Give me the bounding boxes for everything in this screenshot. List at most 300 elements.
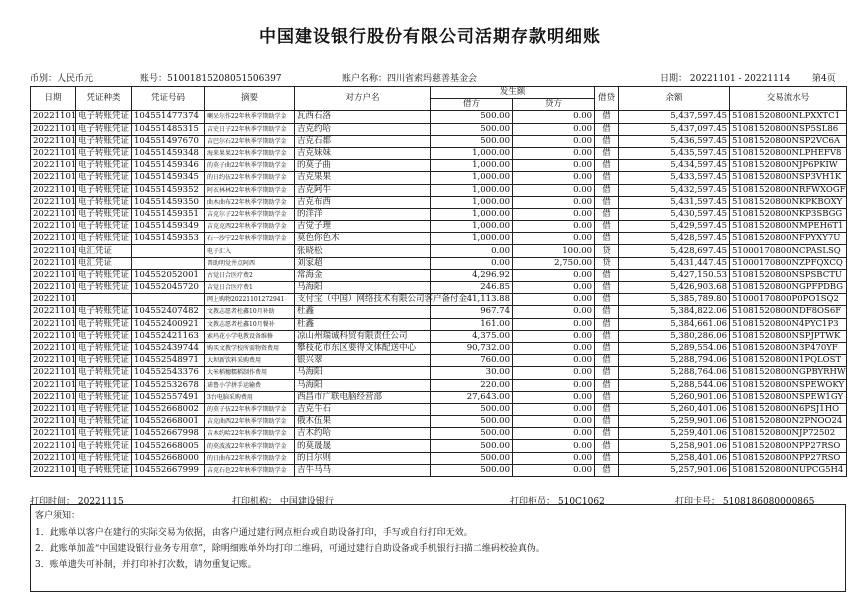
cell-voucher-no: 104551477374 (132, 111, 205, 123)
cell-voucher-no: 104551459351 (132, 208, 205, 220)
cell-voucher-type: 电子转账凭证 (76, 342, 132, 354)
cell-summary: 电子汇入 (205, 245, 295, 257)
cell-date: 20221101 (31, 196, 76, 208)
cell-summary: 吉克曲西22年秋季学期助学金 (205, 416, 295, 428)
cell-counterparty: 吉牛马马 (295, 464, 431, 476)
print-card: 打印卡号： 5108186080000865 (675, 497, 815, 507)
cell-counterparty: 银兴翠 (295, 355, 431, 367)
cell-date: 20221101 (31, 221, 76, 233)
cell-voucher-no: 104551459353 (132, 233, 205, 245)
page-number: 第4页 (812, 74, 836, 84)
cell-date: 20221101 (31, 367, 76, 379)
note-3: 3．账单遗失可补制，并打印补打次数，请勿重复记账。 (35, 560, 257, 570)
cell-counterparty: 吉克牛石 (295, 403, 431, 415)
cell-balance: 5,257,901.06 (619, 464, 730, 476)
cell-debit: 27,643.00 (431, 391, 513, 403)
cell-balance: 5,260,901.06 (619, 391, 730, 403)
cell-dc: 借 (595, 318, 619, 330)
cell-credit: 0.00 (513, 208, 595, 220)
cell-serial: 51081520800NKPKBOXY (730, 196, 847, 208)
cell-balance: 5,288,794.06 (619, 355, 730, 367)
cell-summary: 的莫子伍22年秋季学期助学金 (205, 403, 295, 415)
cell-credit: 0.00 (513, 221, 595, 233)
table-row (31, 269, 847, 281)
cell-serial: 51081520800NSP2VC6A (730, 135, 847, 147)
cell-balance: 5,259,401.06 (619, 428, 730, 440)
header-dc: 借贷 (595, 87, 619, 111)
cell-serial: 51081520800NLPHEFV8 (730, 147, 847, 159)
cell-counterparty: 吉克约哈 (295, 123, 431, 135)
cell-dc: 借 (595, 282, 619, 294)
cell-date: 20221101 (31, 123, 76, 135)
cell-debit: 500.00 (431, 123, 513, 135)
cell-serial: 51081520800NDF8OS6F (730, 306, 847, 318)
cell-date: 20221101 (31, 416, 76, 428)
cell-dc: 借 (595, 330, 619, 342)
cell-summary: 吉巴尔石22年秋季学期助学金 (205, 135, 295, 147)
cell-dc: 借 (595, 294, 619, 306)
table-row (31, 391, 847, 403)
cell-date: 20221101 (31, 135, 76, 147)
statement-table (30, 86, 847, 477)
cell-credit: 0.00 (513, 367, 595, 379)
cell-summary: 3台电脑采购费用 (205, 391, 295, 403)
cell-voucher-no: 104552532678 (132, 379, 205, 391)
header-debit: 借方 (431, 99, 513, 111)
cell-voucher-no: 104552400921 (132, 318, 205, 330)
cell-credit: 0.00 (513, 111, 595, 123)
cell-counterparty: 莫色你色木 (295, 233, 431, 245)
cell-debit: 161.00 (431, 318, 513, 330)
cell-counterparty: 马海阳 (295, 379, 431, 391)
cell-credit: 0.00 (513, 428, 595, 440)
table-row (31, 416, 847, 428)
cell-voucher-no: 104551459352 (132, 184, 205, 196)
cell-balance: 5,431,447.45 (619, 257, 730, 269)
table-row (31, 172, 847, 184)
header-date: 日期 (31, 87, 76, 111)
cell-date: 20221101 (31, 342, 76, 354)
cell-voucher-type: 电子转账凭证 (76, 452, 132, 464)
table-row (31, 306, 847, 318)
cell-balance: 5,426,903.68 (619, 282, 730, 294)
cell-voucher-no (132, 245, 205, 257)
cell-credit: 0.00 (513, 123, 595, 135)
cell-credit: 0.00 (513, 440, 595, 452)
cell-balance: 5,288,764.06 (619, 367, 730, 379)
cell-balance: 5,430,597.45 (619, 208, 730, 220)
cell-dc: 借 (595, 160, 619, 172)
cell-balance: 5,289,554.06 (619, 342, 730, 354)
cell-summary: 吉克尔子22年秋季学期助学金 (205, 208, 295, 220)
cell-debit: 1,000.00 (431, 233, 513, 245)
cell-summary: 石一沙宁22年秋季学期助学金 (205, 233, 295, 245)
cell-summary: 喇呆尔作22年秋季学期助学金 (205, 111, 295, 123)
cell-balance: 5,428,597.45 (619, 233, 730, 245)
cell-credit: 0.00 (513, 464, 595, 476)
cell-date: 20221101 (31, 233, 76, 245)
cell-dc: 借 (595, 269, 619, 281)
cell-dc: 借 (595, 355, 619, 367)
cell-voucher-no: 104552439744 (132, 342, 205, 354)
cell-voucher-no (132, 257, 205, 269)
cell-serial: 51081520800NMPEH6T1 (730, 221, 847, 233)
cell-voucher-type: 电子转账凭证 (76, 196, 132, 208)
cell-counterparty: 杜鑫 (295, 306, 431, 318)
cell-credit: 2,750.00 (513, 257, 595, 269)
table-row (31, 294, 847, 306)
cell-serial: 51081520800NPP27RSO (730, 440, 847, 452)
cell-voucher-type (76, 294, 132, 306)
table-row (31, 147, 847, 159)
cell-credit: 100.00 (513, 245, 595, 257)
table-row (31, 355, 847, 367)
cell-dc: 借 (595, 452, 619, 464)
cell-balance: 5,437,597.45 (619, 111, 730, 123)
cell-voucher-no: 104552052001 (132, 269, 205, 281)
cell-voucher-type: 电子转账凭证 (76, 147, 132, 159)
cell-summary: 吉木约哈22年秋季学期助学金 (205, 428, 295, 440)
cell-voucher-no: 104551459348 (132, 147, 205, 159)
account-number: 账号：51001815208051506397 (140, 74, 282, 84)
cell-dc: 借 (595, 342, 619, 354)
cell-date: 20221101 (31, 403, 76, 415)
cell-balance: 5,259,901.06 (619, 416, 730, 428)
cell-dc: 借 (595, 440, 619, 452)
cell-dc: 借 (595, 391, 619, 403)
cell-balance: 5,429,597.45 (619, 221, 730, 233)
cell-counterparty: 瓦西石洛 (295, 111, 431, 123)
cell-counterparty: 杜鑫 (295, 318, 431, 330)
cell-serial: 51000170800NCPASLSQ (730, 245, 847, 257)
cell-credit: 0.00 (513, 294, 595, 306)
cell-counterparty: 凉山州瑞诚科贸有限责任公司 (295, 330, 431, 342)
statement-table-wrap (30, 86, 846, 477)
cell-dc: 借 (595, 306, 619, 318)
cell-debit: 500.00 (431, 111, 513, 123)
cell-dc: 借 (595, 379, 619, 391)
header-summary: 摘要 (205, 87, 295, 111)
cell-summary: 大米稻穗糯稻制作费用 (205, 367, 295, 379)
cell-counterparty: 张晓松 (295, 245, 431, 257)
table-row (31, 440, 847, 452)
cell-dc: 借 (595, 221, 619, 233)
cell-summary: 吉克石色22年秋季学期助学金 (205, 464, 295, 476)
cell-debit: 41,113.88 (431, 294, 513, 306)
cell-date: 20221101 (31, 355, 76, 367)
print-time: 打印时间： 20221115 (30, 497, 124, 507)
cell-serial: 51081520800NJP6PKIW (730, 160, 847, 172)
table-row (31, 367, 847, 379)
cell-voucher-type: 电子转账凭证 (76, 416, 132, 428)
cell-voucher-type: 电子转账凭证 (76, 233, 132, 245)
currency-label: 币别：人民币元 (30, 74, 94, 84)
note-1: 1．此账单以客户在建行的实际交易为依据，由客户通过建行网点柜台或自助设备打印，手写或自行打印无效。 (35, 528, 473, 538)
cell-voucher-no: 104552668000 (132, 452, 205, 464)
cell-voucher-type: 电子转账凭证 (76, 367, 132, 379)
cell-voucher-type: 电子转账凭证 (76, 123, 132, 135)
cell-voucher-no: 104551459345 (132, 172, 205, 184)
cell-voucher-no: 104552668002 (132, 403, 205, 415)
cell-date: 20221101 (31, 428, 76, 440)
table-row (31, 282, 847, 294)
table-row (31, 123, 847, 135)
cell-debit: 500.00 (431, 440, 513, 452)
notes-heading: 客户须知： (35, 511, 81, 521)
cell-serial: 51081520800NGPBYRHW (730, 367, 847, 379)
cell-summary: 大坝新饮料采购费用 (205, 355, 295, 367)
cell-summary: 网上购物20221101272941 (205, 294, 295, 306)
cell-voucher-no: 104552421163 (132, 330, 205, 342)
cell-dc: 借 (595, 464, 619, 476)
cell-serial: 51081520800NFPYXY7U (730, 233, 847, 245)
table-row (31, 464, 847, 476)
cell-debit: 760.00 (431, 355, 513, 367)
cell-counterparty: 支付宝（中国）网络技术有限公司客户备付金 (295, 294, 431, 306)
cell-dc: 借 (595, 184, 619, 196)
cell-date: 20221101 (31, 245, 76, 257)
cell-counterparty: 俄木伍果 (295, 416, 431, 428)
table-row (31, 318, 847, 330)
cell-dc: 借 (595, 403, 619, 415)
cell-balance: 5,260,401.06 (619, 403, 730, 415)
cell-voucher-no: 104552667998 (132, 428, 205, 440)
cell-serial: 51081520800N3P470YF (730, 342, 847, 354)
cell-serial: 51081520800NJP72502 (730, 428, 847, 440)
cell-voucher-no: 104551459349 (132, 221, 205, 233)
cell-serial: 51000170800P0PO1SQ2 (730, 294, 847, 306)
cell-balance: 5,258,901.06 (619, 440, 730, 452)
cell-serial: 51081520800NSPEW1GY (730, 391, 847, 403)
cell-credit: 0.00 (513, 452, 595, 464)
cell-credit: 0.00 (513, 269, 595, 281)
cell-summary: 的日约伍22年秋季学期助学金 (205, 172, 295, 184)
cell-debit: 1,000.00 (431, 221, 513, 233)
table-row (31, 330, 847, 342)
cell-debit: 500.00 (431, 416, 513, 428)
cell-summary: 购买文教学校所需物资费用 (205, 342, 295, 354)
cell-counterparty: 马海阳 (295, 367, 431, 379)
cell-date: 20221101 (31, 160, 76, 172)
cell-counterparty: 的日尔则 (295, 452, 431, 464)
header-voucher-no: 凭证号码 (132, 87, 205, 111)
cell-date: 20221101 (31, 111, 76, 123)
header-balance: 余额 (619, 87, 730, 111)
cell-summary: 海来果果22年秋季学期助学金 (205, 147, 295, 159)
cell-date: 20221101 (31, 391, 76, 403)
cell-voucher-no: 104552548971 (132, 355, 205, 367)
cell-voucher-type: 电子转账凭证 (76, 330, 132, 342)
cell-date: 20221101 (31, 294, 76, 306)
cell-balance: 5,435,597.45 (619, 147, 730, 159)
table-row (31, 208, 847, 220)
cell-voucher-no: 104551485315 (132, 123, 205, 135)
cell-credit: 0.00 (513, 160, 595, 172)
header-credit: 贷方 (513, 99, 595, 111)
cell-debit: 1,000.00 (431, 184, 513, 196)
cell-voucher-no: 104551497670 (132, 135, 205, 147)
cell-debit: 500.00 (431, 403, 513, 415)
cell-debit: 1,000.00 (431, 172, 513, 184)
cell-voucher-type: 电汇凭证 (76, 245, 132, 257)
cell-dc: 借 (595, 208, 619, 220)
cell-voucher-type: 电子转账凭证 (76, 208, 132, 220)
cell-serial: 51081520800NSPJPTWK (730, 330, 847, 342)
cell-counterparty: 吉觉子理 (295, 221, 431, 233)
cell-balance: 5,385,789.80 (619, 294, 730, 306)
table-row (31, 342, 847, 354)
page-title: 中国建设银行股份有限公司活期存款明细账 (259, 27, 601, 47)
cell-debit: 500.00 (431, 464, 513, 476)
cell-voucher-no: 104552557491 (132, 391, 205, 403)
cell-date: 20221101 (31, 257, 76, 269)
cell-balance: 5,258,401.06 (619, 452, 730, 464)
cell-balance: 5,434,597.45 (619, 160, 730, 172)
cell-balance: 5,288,544.06 (619, 379, 730, 391)
cell-dc: 贷 (595, 257, 619, 269)
cell-voucher-no: 104552407482 (132, 306, 205, 318)
cell-voucher-type: 电子转账凭证 (76, 403, 132, 415)
cell-date: 20221101 (31, 440, 76, 452)
cell-debit: 1,000.00 (431, 196, 513, 208)
cell-counterparty: 的洋洋 (295, 208, 431, 220)
table-row (31, 196, 847, 208)
cell-serial: 51081520800NSP5SL86 (730, 123, 847, 135)
cell-dc: 借 (595, 172, 619, 184)
cell-dc: 借 (595, 233, 619, 245)
cell-credit: 0.00 (513, 306, 595, 318)
cell-voucher-type: 电子转账凭证 (76, 160, 132, 172)
cell-date: 20221101 (31, 172, 76, 184)
cell-counterparty: 吉木约哈 (295, 428, 431, 440)
cell-counterparty: 的莫晟晟 (295, 440, 431, 452)
cell-counterparty: 攀枝花市东区要得文体配送中心 (295, 342, 431, 354)
cell-credit: 0.00 (513, 379, 595, 391)
cell-debit: 4,296.92 (431, 269, 513, 281)
cell-voucher-type: 电子转账凭证 (76, 379, 132, 391)
cell-date: 20221101 (31, 330, 76, 342)
cell-summary: 文教志愿者杜鑫10月餐补 (205, 318, 295, 330)
cell-counterparty: 吉克石都 (295, 135, 431, 147)
cell-date: 20221101 (31, 282, 76, 294)
cell-debit: 500.00 (431, 135, 513, 147)
cell-dc: 借 (595, 428, 619, 440)
cell-voucher-type: 电子转账凭证 (76, 111, 132, 123)
cell-credit: 0.00 (513, 135, 595, 147)
cell-voucher-type: 电子转账凭证 (76, 318, 132, 330)
cell-counterparty: 马海阳 (295, 282, 431, 294)
cell-counterparty: 刘家超 (295, 257, 431, 269)
cell-voucher-no: 104551459346 (132, 160, 205, 172)
cell-balance: 5,427,150.53 (619, 269, 730, 281)
cell-debit: 220.00 (431, 379, 513, 391)
header-amount: 发生额 (431, 87, 595, 99)
header-counterparty: 对方户名 (295, 87, 431, 111)
cell-serial: 51000170800NZPFQXCQ (730, 257, 847, 269)
cell-debit: 1,000.00 (431, 208, 513, 220)
cell-credit: 0.00 (513, 391, 595, 403)
cell-serial: 51081520800NSPEWOKY (730, 379, 847, 391)
table-row (31, 184, 847, 196)
table-row (31, 160, 847, 172)
cell-serial: 51081520800N1PQLOST (730, 355, 847, 367)
cell-debit: 90,732.00 (431, 342, 513, 354)
cell-date: 20221101 (31, 184, 76, 196)
table-row (31, 257, 847, 269)
cell-date: 20221101 (31, 147, 76, 159)
cell-credit: 0.00 (513, 282, 595, 294)
cell-summary: 的莫子曲22年秋季学期助学金 (205, 160, 295, 172)
cell-credit: 0.00 (513, 403, 595, 415)
cell-serial: 51081520800NGPFPDBG (730, 282, 847, 294)
table-row (31, 452, 847, 464)
cell-credit: 0.00 (513, 233, 595, 245)
table-row (31, 403, 847, 415)
date-range: 日期： 20221101 - 20221114 (660, 74, 791, 84)
cell-voucher-type: 电子转账凭证 (76, 428, 132, 440)
cell-counterparty: 吉克阿牛 (295, 184, 431, 196)
cell-counterparty: 常海金 (295, 269, 431, 281)
print-org: 打印机构： 中国建设银行 (232, 497, 334, 507)
cell-serial: 51081520800NLPXXTC1 (730, 111, 847, 123)
cell-dc: 借 (595, 196, 619, 208)
cell-summary: 索玛花小学电教设备维修 (205, 330, 295, 342)
cell-summary: 吉觉日合医疗费1 (205, 282, 295, 294)
cell-counterparty: 的莫子曲 (295, 160, 431, 172)
cell-voucher-no: 104551459350 (132, 196, 205, 208)
cell-summary: 普助明觉井点阿西 (205, 257, 295, 269)
cell-counterparty: 吉克果果 (295, 172, 431, 184)
cell-date: 20221101 (31, 452, 76, 464)
cell-voucher-type: 电子转账凭证 (76, 355, 132, 367)
cell-serial: 51081520800NPP27RSO (730, 452, 847, 464)
cell-balance: 5,384,822.06 (619, 306, 730, 318)
cell-voucher-type: 电子转账凭证 (76, 464, 132, 476)
cell-debit: 500.00 (431, 452, 513, 464)
table-row (31, 221, 847, 233)
cell-voucher-no: 104552543376 (132, 367, 205, 379)
cell-voucher-no: 104552668001 (132, 416, 205, 428)
cell-credit: 0.00 (513, 172, 595, 184)
cell-serial: 51081520800N2PNOO24 (730, 416, 847, 428)
cell-credit: 0.00 (513, 196, 595, 208)
cell-serial: 51081520800NSP3VH1K (730, 172, 847, 184)
cell-summary: 的日曲布22年秋季学期助学金 (205, 452, 295, 464)
cell-balance: 5,380,286.06 (619, 330, 730, 342)
header-voucher-type: 凭证种类 (76, 87, 132, 111)
cell-debit: 0.00 (431, 257, 513, 269)
cell-voucher-type: 电子转账凭证 (76, 269, 132, 281)
cell-summary: 的莫波波22年秋季学期助学金 (205, 440, 295, 452)
note-2: 2．此账单加盖“中国建设银行业务专用章”，除明细账单外均打印二维码，可通过建行自助设备或手机银行扫描二维码校验真伪。 (35, 544, 545, 554)
cell-balance: 5,437,097.45 (619, 123, 730, 135)
cell-voucher-type: 电子转账凭证 (76, 391, 132, 403)
cell-serial: 51081520800NKP3SBGG (730, 208, 847, 220)
cell-counterparty: 吉克布西 (295, 196, 431, 208)
cell-serial: 51081520800NRFWXOGF (730, 184, 847, 196)
cell-voucher-type: 电子转账凭证 (76, 184, 132, 196)
cell-balance: 5,433,597.45 (619, 172, 730, 184)
cell-counterparty: 西昌市广联电脑经营部 (295, 391, 431, 403)
cell-serial: 51081520800N6PSJ1HO (730, 403, 847, 415)
cell-balance: 5,384,661.06 (619, 318, 730, 330)
cell-balance: 5,432,597.45 (619, 184, 730, 196)
cell-serial: 51081520800N4PYC1P3 (730, 318, 847, 330)
cell-voucher-type: 电汇凭证 (76, 257, 132, 269)
print-counter: 打印柜员： 510C1062 (510, 497, 605, 507)
cell-serial: 51081520800NSPSBCTU (730, 269, 847, 281)
cell-date: 20221101 (31, 379, 76, 391)
